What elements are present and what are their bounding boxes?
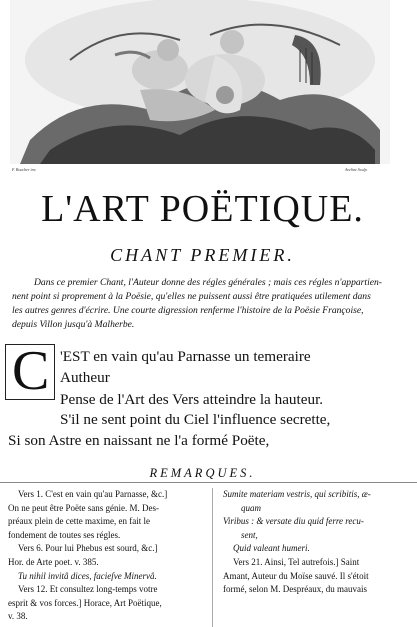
decorated-initial-letter: C [12, 340, 50, 402]
notes-column-left [8, 488, 206, 624]
notes-column-right [223, 488, 413, 597]
chant-heading: CHANT PREMIER. [110, 245, 295, 265]
note-line: Hor. de Arte poet. v. 385. [8, 556, 99, 567]
note-line: Sumite materiam vestris, qui scribitis, æ- [223, 489, 371, 499]
section-divider [0, 482, 417, 483]
verse-line: Pense de l'Art des Vers atteindre la hauteur. [60, 391, 324, 408]
note-line: On ne peut être Poëte sans génie. M. Des- [8, 502, 159, 513]
note-line: Viribus : & versate diu quid ferre recu- [223, 516, 364, 527]
decorated-initial [5, 340, 55, 402]
note-line: sent, [241, 529, 258, 540]
note-line: esprit & vos forces.] Horace, Art Poëtique, [8, 597, 162, 608]
note-line: Vers 12. Et consultez long-temps votre [18, 584, 158, 595]
engraving-credit-right: Aveline Sculp. [345, 167, 368, 172]
note-line: Quid valeant humeri. [233, 543, 310, 554]
note-line: Vers 6. Pour lui Phebus est sourd, &c.] [18, 543, 158, 554]
note-line: Vers 1. C'est en vain qu'au Parnasse, &c.] [18, 489, 168, 499]
note-line: préaux plein de cette maxime, en fait le [8, 516, 150, 527]
verse-line: 'EST en vain qu'au Parnasse un temeraire [60, 348, 311, 365]
note-line: quam [241, 502, 261, 513]
column-divider [212, 488, 213, 627]
argument-line: les autres genres d'écrire. Une courte digression renferme l'histoire de la Poësie Françoise, [12, 305, 364, 316]
page-title: L'ART POËTIQUE. [41, 188, 364, 230]
verse-line: Si son Astre en naissant ne l'a formé Poëte, [8, 432, 270, 449]
note-line: Tu nihil invitâ dices, facieſve Minervâ. [18, 570, 157, 581]
engraving-illustration [10, 0, 390, 164]
verse-line: S'il ne sent point du Ciel l'influence secrette, [60, 411, 331, 428]
note-line: formé, selon M. Despréaux, du mauvais [223, 584, 367, 595]
argument-paragraph [12, 276, 404, 332]
argument-line: nent point si proprement à la Poësie, qu'elles ne puissent aussi être pratiquées utilement dans [12, 291, 371, 302]
note-line: Amant, Auteur du Moïse sauvé. Il s'étoit [223, 570, 369, 581]
argument-line: depuis Villon jusqu'à Malherbe. [12, 319, 135, 330]
note-line: Vers 21. Ainsi, Tel autrefois.] Saint [233, 556, 360, 567]
note-line: fondement de toutes ses régles. [8, 529, 121, 540]
verse-line: Autheur [60, 369, 110, 386]
engraving-credit-left: F. Boucher inv. [12, 167, 37, 172]
note-line: v. 38. [8, 611, 28, 622]
argument-line: Dans ce premier Chant, l'Auteur donne des régles générales ; mais ces régles n'appartien- [34, 277, 382, 288]
remarques-heading: REMARQUES. [149, 466, 256, 480]
